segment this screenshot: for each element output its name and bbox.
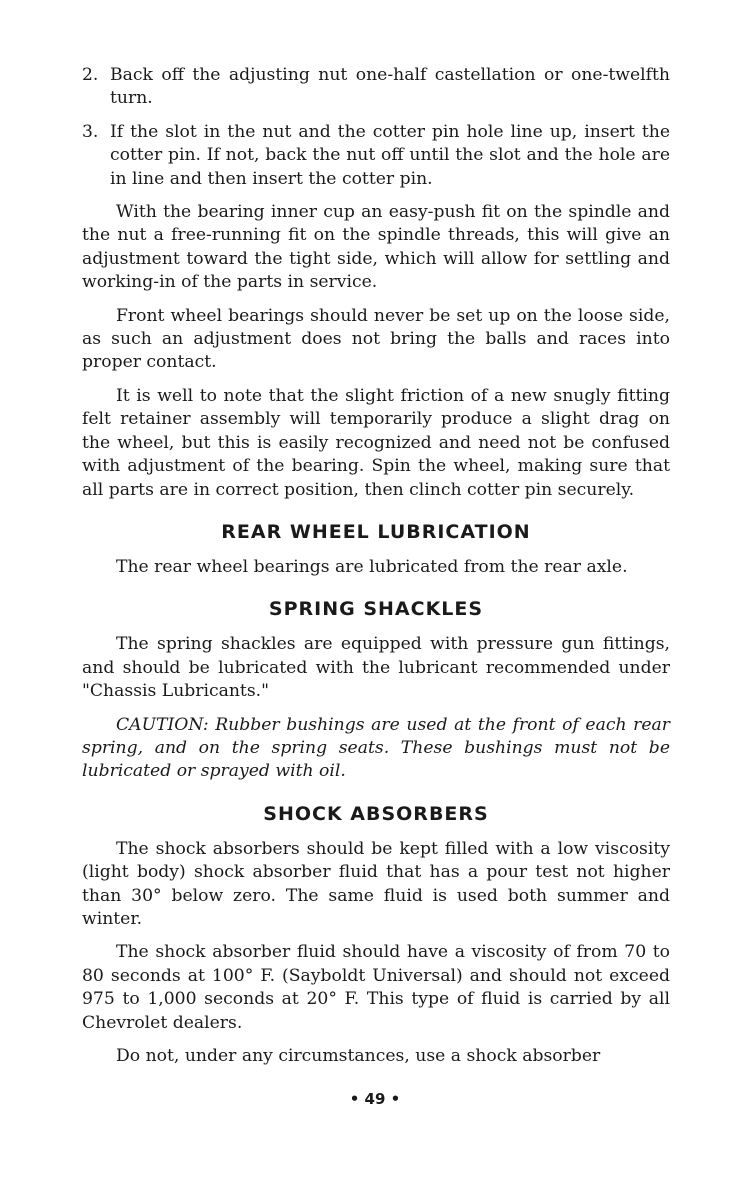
page-number: • 49 •	[349, 1090, 401, 1108]
section-heading-shock-absorbers: SHOCK ABSORBERS	[263, 802, 489, 825]
page-content	[82, 64, 670, 1078]
paragraph: With the bearing inner cup an easy-push fit on the spindle and the nut a free-running fit on the spindle threads, this will give an adjustment toward the tight side, which will allow for settling and working-in of the parts in service.	[82, 202, 670, 293]
paragraph: Front wheel bearings should never be set up on the loose side, as such an adjustment does not bring the balls and races into proper contact.	[82, 305, 670, 373]
section-heading-spring-shackles: SPRING SHACKLES	[268, 598, 484, 621]
caution-paragraph: CAUTION: Rubber bushings are used at the front of each rear spring, and on the spring seats. These bushings must not be lubricated or sprayed with oil.	[82, 714, 670, 782]
list-item	[82, 121, 670, 191]
item-text: If the slot in the nut and the cotter pin hole line up, insert the cotter pin. If not, back the nut off until the slot and the hole are in line and then insert the cotter pin.	[110, 121, 670, 189]
paragraph: It is well to note that the slight friction of a new snugly fitting felt retainer assembly will temporarily produce a slight drag on the wheel, but this is easily recognized and need not be confused with adjustment of the bearing. Spin the wheel, making sure that all parts are in correct position, then clinch cotter pin securely.	[82, 385, 670, 500]
paragraph: The rear wheel bearings are lubricated from the rear axle.	[116, 556, 628, 577]
item-number: 3.	[82, 121, 99, 142]
list-item	[82, 64, 670, 111]
paragraph: Do not, under any circumstances, use a shock absorber	[116, 1046, 601, 1066]
section-heading-rear-wheel-lubrication: REAR WHEEL LUBRICATION	[221, 520, 531, 543]
paragraph: The shock absorber fluid should have a viscosity of from 70 to 80 seconds at 100° F. (Sayboldt Universal) and should not exceed 975 to 1,000 seconds at 20° F. This type of fluid is carried by all Chevrolet dealers.	[82, 942, 670, 1033]
paragraph: The shock absorbers should be kept filled with a low viscosity (light body) shock absorber fluid that has a pour test not higher than 30° below zero. The same fluid is used both summer and winter.	[82, 838, 670, 929]
paragraph: The spring shackles are equipped with pressure gun fittings, and should be lubricated with the lubricant recommended under "Chassis Lubricants."	[82, 634, 670, 702]
item-text: Back off the adjusting nut one-half castellation or one-twelfth turn.	[110, 65, 670, 109]
item-number: 2.	[82, 65, 99, 85]
